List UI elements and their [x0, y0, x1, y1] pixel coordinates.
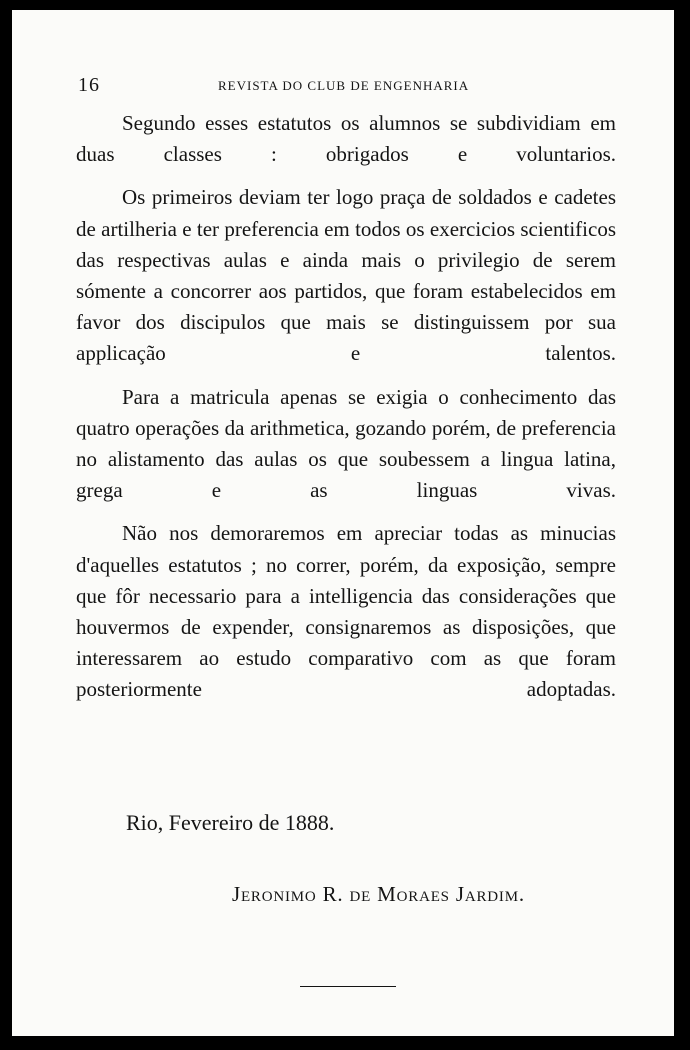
dateline: Rio, Fevereiro de 1888.: [126, 810, 335, 835]
article-body: [76, 108, 616, 706]
paragraph: Não nos demoraremos em apreciar todas as minucias d'aquelles estatutos ; no correr, porém, da exposição, sempre que fôr necessario para a intelligencia das considerações que houvermos de expender, consignaremos as disposições, que interessarem ao estudo comparativo com as que foram posteriormente adoptadas.: [76, 521, 616, 702]
paragraph: Segundo esses estatutos os alumnos se subdividiam em duas classes : obrigados e voluntarios.: [76, 111, 616, 167]
journal-title: REVISTA DO CLUB DE ENGENHARIA: [218, 78, 470, 93]
paragraph: Para a matricula apenas se exigia o conhecimento das quatro operações da arithmetica, gozando porém, de preferencia no alistamento das aulas os que soubessem a lingua latina, grega e as linguas vivas.: [76, 384, 616, 503]
paragraph: Os primeiros deviam ter logo praça de soldados e cadetes de artilheria e ter preferencia em todos os exercicios scientificos das respectivas aulas e ainda mais o privilegio de serem sómente a concorrer aos partidos, que foram estabelecidos em favor dos discipulos que mais se distinguissem por sua applicação e talentos.: [76, 185, 616, 366]
book-page: [12, 10, 674, 1036]
running-header: [78, 74, 598, 98]
author-signature: Jeronimo R. de Moraes Jardim.: [232, 882, 525, 906]
page-number: 16: [78, 74, 100, 96]
end-rule: [300, 986, 396, 987]
